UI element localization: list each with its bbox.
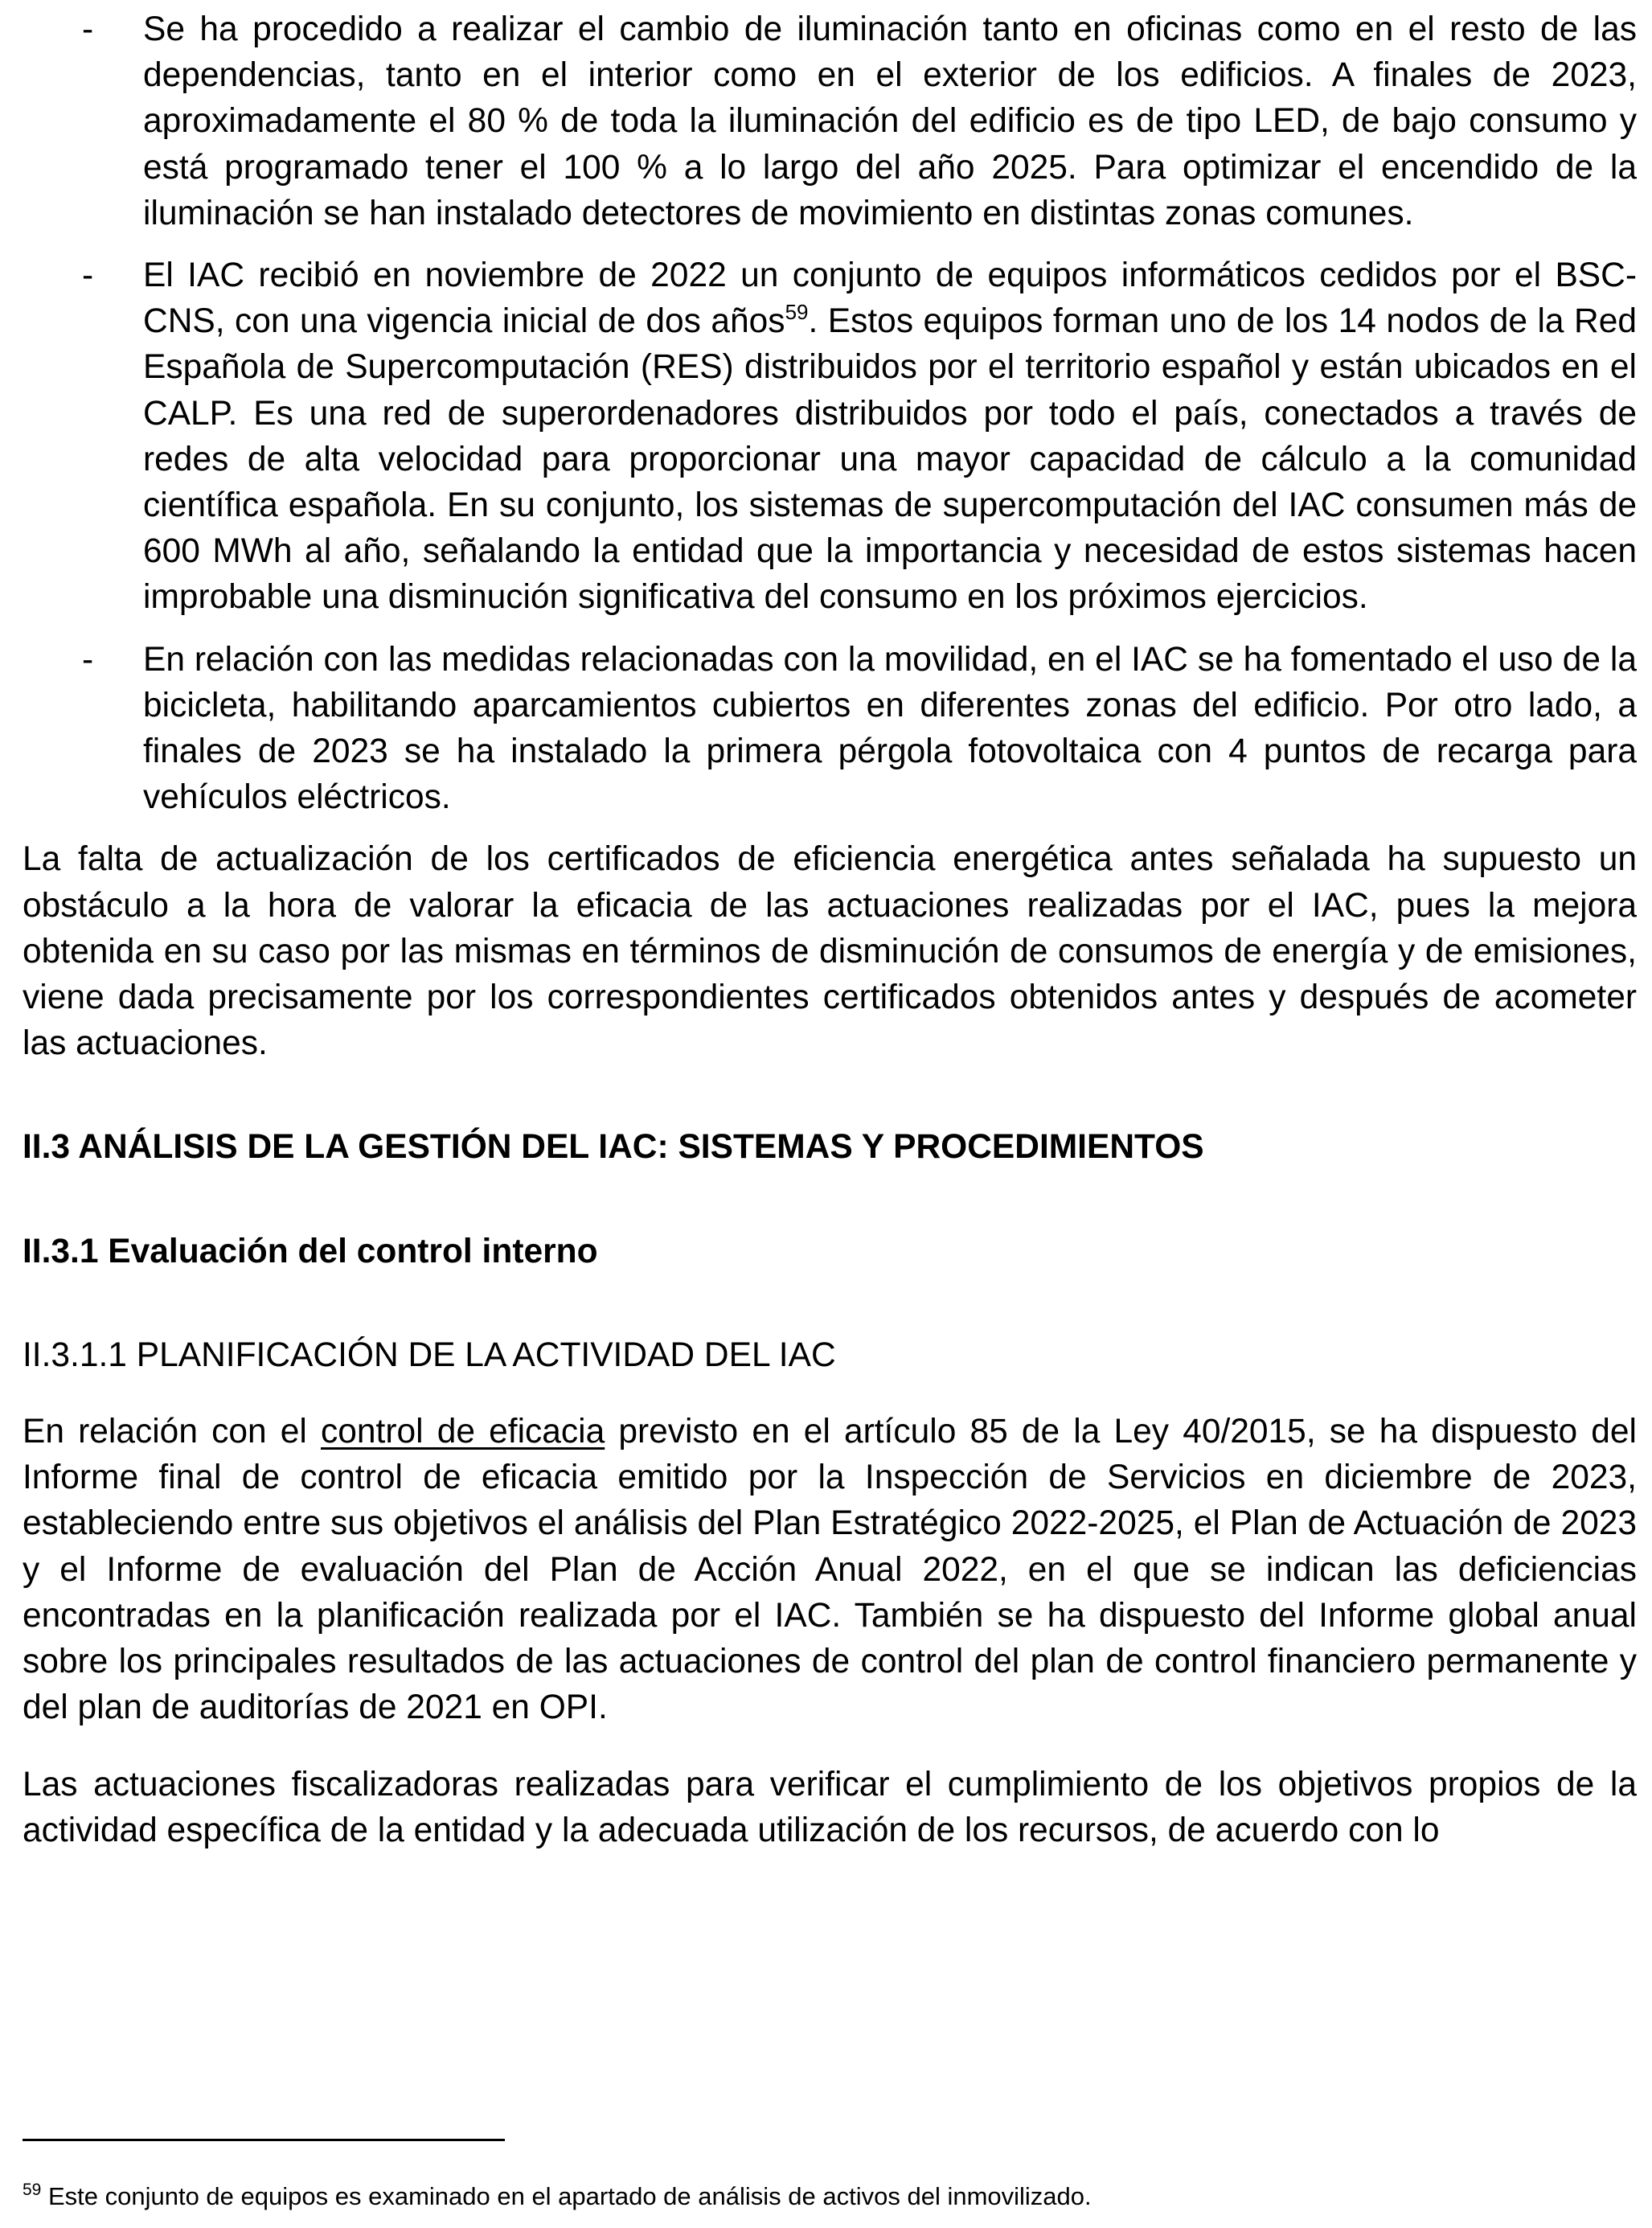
footnote-number: 59 [23, 2181, 42, 2199]
footnote-reference[interactable]: 59 [785, 300, 809, 325]
bullet-item-supercomputacion [23, 252, 1637, 621]
bullet-item-movilidad [23, 637, 1637, 821]
paragraph-certificados: La falta de actualización de los certificados de eficiencia energética antes señalada ha supuesto un obstáculo a la hora de valorar la eficacia de las actuaciones realizadas por el IAC, pues la mejora obtenida en su caso por las mismas en términos de disminución de consumos de energía y de emisiones, viene dada precisamente por los correspondientes certificados obtenidos antes y después de acometer las actuaciones. [23, 840, 1637, 1063]
document-page [23, 6, 1637, 1853]
footnote-text: Este conjunto de equipos es examinado en el apartado de análisis de activos del inmovilizado. [41, 2182, 1092, 2210]
subsection-heading: II.3.1 Evaluación del control interno [23, 1232, 598, 1270]
bullet-text: Se ha procedido a realizar el cambio de iluminación tanto en oficinas como en el resto de las dependencias, tanto en el interior como en el exterior de los edificios. A finales de 2023, aproximadamente el 80 % de toda la iluminación del edificio es de tipo LED, de bajo consumo y está programado tener el 100 % a lo largo del año 2025. Para optimizar el encendido de la iluminación se han instalado detectores de movimiento en distintas zonas comunes. [143, 10, 1637, 232]
bullet-marker: - [82, 256, 94, 295]
bullet-marker: - [82, 10, 94, 48]
underlined-term: control de eficacia [321, 1413, 605, 1451]
bullet-item-iluminacion [23, 6, 1637, 236]
subsubsection-heading: II.3.1.1 PLANIFICACIÓN DE LA ACTIVIDAD DEL IAC [23, 1336, 836, 1374]
bullet-text: En relación con las medidas relacionadas con la movilidad, en el IAC se ha fomentado el uso de la bicicleta, habilitando aparcamientos cubiertos en diferentes zonas del edificio. Por otro lado, a finales de 2023 se ha instalado la primera pérgola fotovoltaica con 4 puntos de recarga para vehículos eléctricos. [143, 640, 1637, 817]
bullet-text: El IAC recibió en noviembre de 2022 un conjunto de equipos informáticos cedidos por el BSC-CNS, con una vigencia inicial de dos años$^{59}$. Estos equipos forman uno de los 14 nodos de la Red Española de Supercomputación (RES) distribuidos por el territorio español y están ubicados en el CALP. Es una red de superordenadores distribuidos por todo el país, conectados a través de redes de alta velocidad para proporcionar una mayor capacidad de cálculo a la comunidad científica española. En su conjunto, los sistemas de supercomputación del IAC consumen más de 600 MWh al año, señalando la entidad que la importancia y necesidad de estos sistemas hacen improbable una disminución significativa del consumo en los próximos ejercicios. [143, 256, 1637, 617]
section-heading: II.3 ANÁLISIS DE LA GESTIÓN DEL IAC: SISTEMAS Y PROCEDIMIENTOS [23, 1128, 1204, 1167]
footnote-separator [23, 2139, 505, 2141]
footnote [23, 2181, 1092, 2213]
bullet-marker: - [82, 640, 94, 679]
paragraph-control-eficacia: En relación con el control de eficacia previsto en el artículo 85 de la Ley 40/2015, se ha dispuesto del Informe final de control de eficacia emitido por la Inspección de Servicios en diciembre de 2023, estableciendo entre sus objetivos el análisis del Plan Estratégico 2022-2025, el Plan de Actuación de 2023 y el Informe de evaluación del Plan de Acción Anual 2022, en el que se indican las deficiencias encontradas en la planificación realizada por el IAC. También se ha dispuesto del Informe global anual sobre los principales resultados de las actuaciones de control del plan de control financiero permanente y del plan de auditorías de 2021 en OPI. [23, 1413, 1637, 1727]
paragraph-actuaciones: Las actuaciones fiscalizadoras realizadas para verificar el cumplimiento de los objetivos propios de la actividad específica de la entidad y la adecuada utilización de los recursos, de acuerdo con lo [23, 1765, 1637, 1849]
